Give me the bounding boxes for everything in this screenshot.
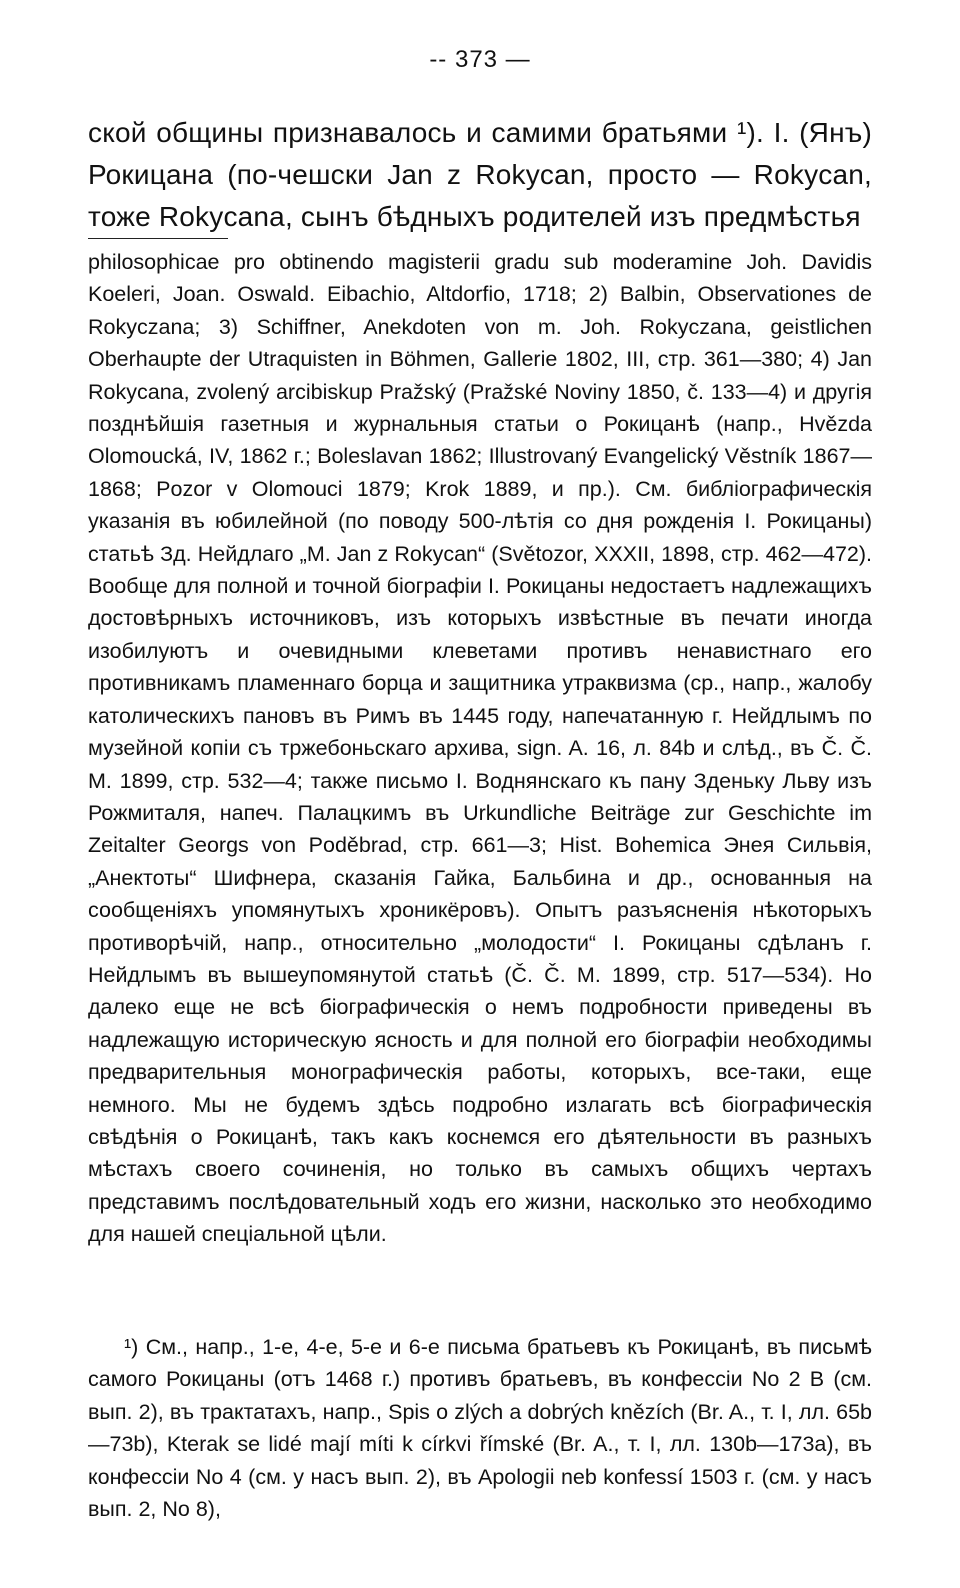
footnote-1-text: ¹) См., напр., 1-е, 4-е, 5-е и 6-е письма братьевъ къ Рокицанѣ, въ письмѣ самого Рокицаны (отъ 1468 г.) противъ братьевъ, въ конфессіи No 2 B (см. вып. 2), въ трактатахъ, напр., Spis o zlých a dobrých knězích (Br. A., т. I, лл. 65b—73b), Kterak se lidé mají míti k církvi římské (Br. A., т. I, лл. 130b—173a), въ конфессіи No 4 (см. у насъ вып. 2), въ Apologii neb konfessí 1503 г. (см. у насъ вып. 2, No 8), [88, 1335, 872, 1522]
footnote-continued [88, 246, 872, 1251]
main-text-block [88, 112, 872, 238]
main-paragraph: ской общины признавалось и самими братьями ¹). І. (Янъ) Рокицана (по-чешски Jan z Rokycan, просто — Rokycan, тоже Rokycana, сынъ бѣдныхъ родителей изъ предмѣстья [88, 117, 872, 232]
footnote-1 [88, 1331, 872, 1525]
page-number: -- 373 — [429, 46, 531, 73]
footnote-continued-text: philosophicae pro obtinendo magisterii gradu sub moderamine Joh. Davidis Koeleri, Joan. Oswald. Eibachio, Altdorfio, 1718; 2) Balbin, Observationes de Rokyczana; 3) Schiffner, Anekdoten von m. Joh. Rokyczana, geistlichen Oberhaupte der Utraquisten in Böhmen, Gallerie 1802, III, стр. 361—380; 4) Jan Rokycana, zvolený arcibiskup Pražský (Pražské Noviny 1850, č. 133—4) и другія позднѣйшія газетныя и журнальныя статьи о Рокицанѣ (напр., Hvězda Olomoucká, IV, 1862 г.; Boleslavan 1862; Illustrovaný Evangelický Věstník 1867—1868; Pozor v Olomouci 1879; Krok 1889, и пр.). См. библіографическія указанія въ юбилейной (по поводу 500-лѣтія со дня рожденія І. Рокицаны) статьѣ Зд. Нейдлаго „M. Jan z Rokycan“ (Světozor, XXXII, 1898, стр. 462—472). Вообще для полной и точной біографіи І. Рокицаны недостаетъ надлежащихъ достовѣрныхъ источниковъ, изъ которыхъ извѣстные въ печати иногда изобилуютъ и очевидными клеветами противъ ненавистнаго его противникамъ пламеннаго борца и защитника утраквизма (ср., напр., жалобу католическихъ пановъ въ Римъ въ 1445 году, напечатанную г. Нейдлымъ по музейной копіи съ тржебоньскаго архива, sign. A. 16, л. 84b и слѣд., въ Č. Č. M. 1899, стр. 532—4; также письмо І. Воднянскаго къ пану Зденьку Льву изъ Рожмиталя, напеч. Палацкимъ въ Urkundliche Beiträge zur Geschichte im Zeitalter Georgs von Poděbrad, стр. 661—3; Hist. Bohemica Энея Сильвія, „Анектоты“ Шифнера, сказанія Гайка, Бальбина и др., основанныя на сообщеніяхъ упомянутыхъ хроникёровъ). Опытъ разъясненія нѣкоторыхъ противорѣчій, напр., относительно „молодости“ І. Рокицаны сдѣланъ г. Нейдлымъ въ вышеупомянутой статьѣ (Č. Č. M. 1899, стр. 517—534). Но далеко еще не всѣ біографическія о немъ подробности приведены въ надлежащую историческую ясность и для полной его біографіи необходимы предварительныя монографическія работы, которыхъ, все-таки, еще немного. Мы не будемъ здѣсь подробно излагать всѣ біографическія свѣдѣнія о Рокицанѣ, такъ какъ коснемся его дѣятельности въ разныхъ мѣстахъ своего сочиненія, но только въ самыхъ общихъ чертахъ представимъ послѣдовательный ходъ его жизни, насколько это необходимо для нашей спеціальной цѣли. [88, 250, 872, 1247]
footnote-separator [88, 238, 228, 239]
